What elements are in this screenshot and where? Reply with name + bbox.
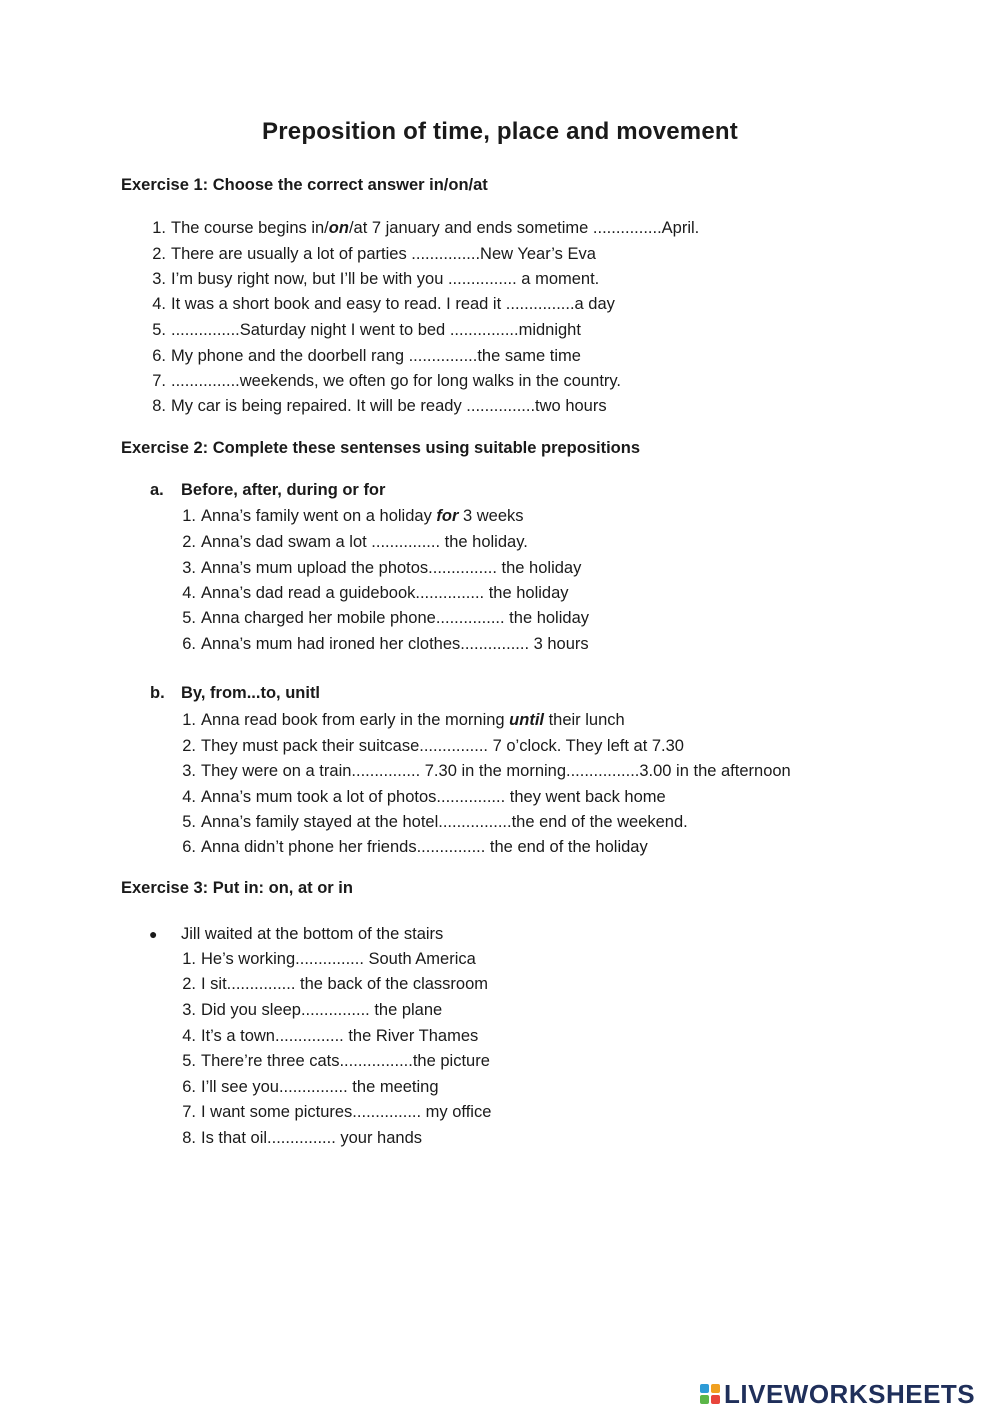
- item-text: ...............Saturday night I went to bed ...............midnight: [171, 321, 581, 339]
- item-number: 7.: [182, 1103, 196, 1121]
- item-number: 1.: [152, 219, 166, 237]
- item-text: There’re three cats................the picture: [201, 1052, 490, 1070]
- item-text: Anna’s dad read a guidebook............... the holiday: [201, 584, 569, 602]
- answer-example: for: [436, 507, 459, 525]
- item-text: Anna’s mum upload the photos............... the holiday: [201, 559, 582, 577]
- item-text: Is that oil............... your hands: [201, 1129, 423, 1147]
- section-letter: a.: [150, 481, 164, 499]
- item-number: 4.: [182, 788, 196, 806]
- answer-example: until: [509, 711, 544, 729]
- section-a-heading: [150, 481, 385, 500]
- item-number: 2.: [182, 737, 196, 755]
- logo-blocks-icon: [700, 1384, 720, 1404]
- item-number: 5.: [182, 1052, 196, 1070]
- item-number: 5.: [182, 813, 196, 831]
- item-text: I sit............... the back of the classroom: [201, 975, 489, 993]
- item-number: 3.: [182, 1001, 196, 1019]
- exercise-3-heading: Exercise 3: Put in: on, at or in: [121, 879, 353, 897]
- item-number: 7.: [152, 372, 166, 390]
- item-number: 3.: [152, 270, 166, 288]
- item-number: 8.: [182, 1129, 196, 1147]
- item-number: 3.: [182, 559, 196, 577]
- item-number: 6.: [182, 1078, 196, 1096]
- item-text: There are usually a lot of parties ...............New Year’s Eva: [171, 245, 596, 263]
- item-number: 5.: [182, 609, 196, 627]
- item-number: 2.: [152, 245, 166, 263]
- item-text: Anna’s dad swam a lot ............... the holiday.: [201, 533, 528, 551]
- bullet-icon: ●: [149, 926, 158, 942]
- item-number: 6.: [152, 347, 166, 365]
- brand-name: LIVEWORKSHEETS: [724, 1378, 976, 1409]
- item-text: He’s working............... South America: [201, 950, 476, 968]
- item-number: 2.: [182, 533, 196, 551]
- liveworksheets-logo[interactable]: [700, 1378, 975, 1410]
- item-number: 3.: [182, 762, 196, 780]
- item-text: I want some pictures............... my office: [201, 1103, 492, 1121]
- exercise-1-heading: Exercise 1: Choose the correct answer in/on/at: [121, 176, 488, 194]
- item-text: They must pack their suitcase............... 7 o’clock. They left at 7.30: [201, 737, 684, 755]
- item-text: It was a short book and easy to read. I read it ...............a day: [171, 295, 615, 313]
- section-letter: b.: [150, 684, 165, 702]
- item-text: Anna’s mum took a lot of photos............... they went back home: [201, 788, 666, 806]
- item-text: My phone and the doorbell rang ...............the same time: [171, 347, 581, 365]
- item-text: Anna’s mum had ironed her clothes............... 3 hours: [201, 635, 589, 653]
- section-title: By, from...to, unitl: [181, 684, 321, 702]
- item-text: I’m busy right now, but I’ll be with you ............... a moment.: [171, 270, 600, 288]
- item-text: Anna charged her mobile phone............... the holiday: [201, 609, 589, 627]
- item-number: 1.: [182, 711, 196, 729]
- section-b-heading: [150, 684, 320, 703]
- item-text: I’ll see you............... the meeting: [201, 1078, 439, 1096]
- item-number: 4.: [152, 295, 166, 313]
- section-title: Before, after, during or for: [181, 481, 386, 499]
- item-text: Anna’s family went on a holiday for 3 weeks: [201, 507, 524, 525]
- item-number: 6.: [182, 838, 196, 856]
- item-text: Anna’s family stayed at the hotel................the end of the weekend.: [201, 813, 688, 831]
- item-text: My car is being repaired. It will be ready ...............two hours: [171, 397, 607, 415]
- item-number: 4.: [182, 1027, 196, 1045]
- exercise-2-heading: Exercise 2: Complete these sentenses using suitable prepositions: [121, 439, 641, 457]
- item-number: 6.: [182, 635, 196, 653]
- item-number: 1.: [182, 950, 196, 968]
- ex3-example: Jill waited at the bottom of the stairs: [181, 925, 444, 943]
- page-title: Preposition of time, place and movement: [262, 118, 738, 145]
- item-number: 2.: [182, 975, 196, 993]
- item-number: 5.: [152, 321, 166, 339]
- item-text: Anna read book from early in the morning until their lunch: [201, 711, 625, 729]
- item-number: 4.: [182, 584, 196, 602]
- item-text: Did you sleep............... the plane: [201, 1001, 443, 1019]
- item-text: ...............weekends, we often go for long walks in the country.: [171, 372, 622, 390]
- item-text: It’s a town............... the River Thames: [201, 1027, 479, 1045]
- item-number: 1.: [182, 507, 196, 525]
- item-text: They were on a train............... 7.30 in the morning................3.00 in the afternoon: [201, 762, 791, 780]
- item-text: Anna didn’t phone her friends............... the end of the holiday: [201, 838, 648, 856]
- item-number: 8.: [152, 397, 166, 415]
- answer-example: on: [328, 219, 349, 237]
- item-text: The course begins in/on/at 7 january and ends sometime ...............April.: [171, 219, 700, 237]
